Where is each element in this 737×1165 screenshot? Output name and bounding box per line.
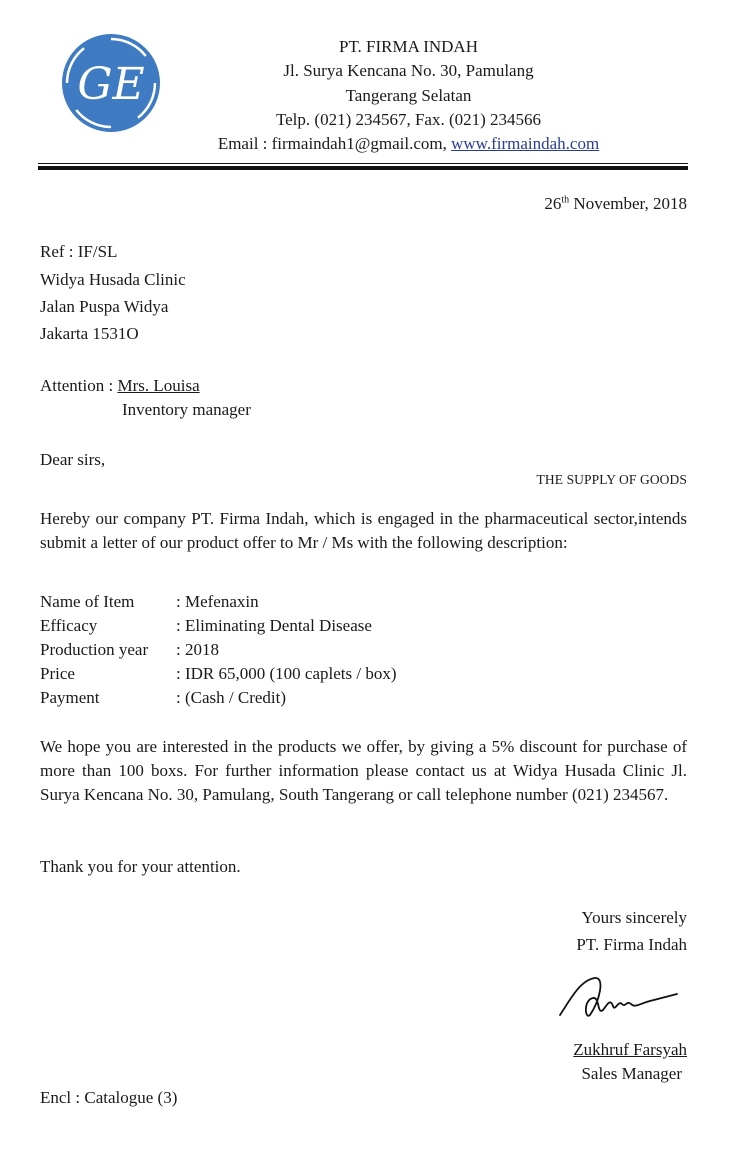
company-city: Tangerang Selatan: [345, 86, 472, 105]
signature: [555, 970, 685, 1030]
svg-text:GE: GE: [77, 59, 145, 110]
company-name: PT. FIRMA INDAH: [338, 37, 478, 56]
letter-date: 26th November, 2018: [544, 194, 687, 213]
thanks-line: Thank you for your attention.: [40, 857, 241, 876]
signer-position: Sales Manager: [581, 1064, 682, 1083]
recipient-name: Widya Husada Clinic: [40, 270, 186, 289]
detail-row: Efficacy : Eliminating Dental Disease: [40, 616, 372, 635]
reference: Ref : IF/SL: [40, 242, 118, 261]
signer-name: Zukhruf Farsyah: [573, 1040, 687, 1059]
company-address: Jl. Surya Kencana No. 30, Pamulang: [283, 61, 534, 80]
company-email: Email : firmaindah1@gmail.com,: [217, 134, 452, 153]
attention-title: Inventory manager: [122, 400, 251, 419]
body-paragraph: We hope you are interested in the products we offer, by giving a 5% discount for purchase of more than 100 boxs. For further information please contact us at Widya Husada Clinic Jl. Surya Kencana No. 30, Pamulang, South Tangerang or call telephone number (021) 234567.: [40, 737, 687, 804]
header-divider-thin: [38, 163, 688, 164]
salutation: Dear sirs,: [40, 450, 106, 469]
intro-paragraph: Hereby our company PT. Firma Indah, which is engaged in the pharmaceutical sector,intends submit a letter of our product offer to Mr / Ms with the following description:: [40, 509, 687, 552]
detail-row: Price : IDR 65,000 (100 caplets / box): [40, 664, 397, 683]
attention-line: Attention : Mrs. Louisa: [40, 376, 253, 396]
valediction: Yours sincerely: [581, 908, 687, 927]
detail-row: Payment : (Cash / Credit): [40, 688, 287, 707]
enclosure: Encl : Catalogue (3): [40, 1088, 178, 1107]
company-phone-fax: Telp. (021) 234567, Fax. (021) 234566: [275, 110, 542, 129]
subject: THE SUPPLY OF GOODS: [536, 472, 687, 487]
header-divider-thick: [38, 166, 688, 170]
recipient-city: Jakarta 1531O: [40, 324, 139, 343]
signature-icon: [555, 970, 685, 1030]
company-contact: [40, 134, 737, 154]
detail-row: Name of Item : Mefenaxin: [40, 592, 259, 611]
detail-row: Production year : 2018: [40, 640, 219, 659]
closing-company: PT. Firma Indah: [576, 935, 687, 954]
recipient-street: Jalan Puspa Widya: [40, 297, 169, 316]
company-website-link[interactable]: www.firmaindah.com: [451, 134, 600, 153]
attention-name: Mrs. Louisa: [117, 376, 200, 395]
